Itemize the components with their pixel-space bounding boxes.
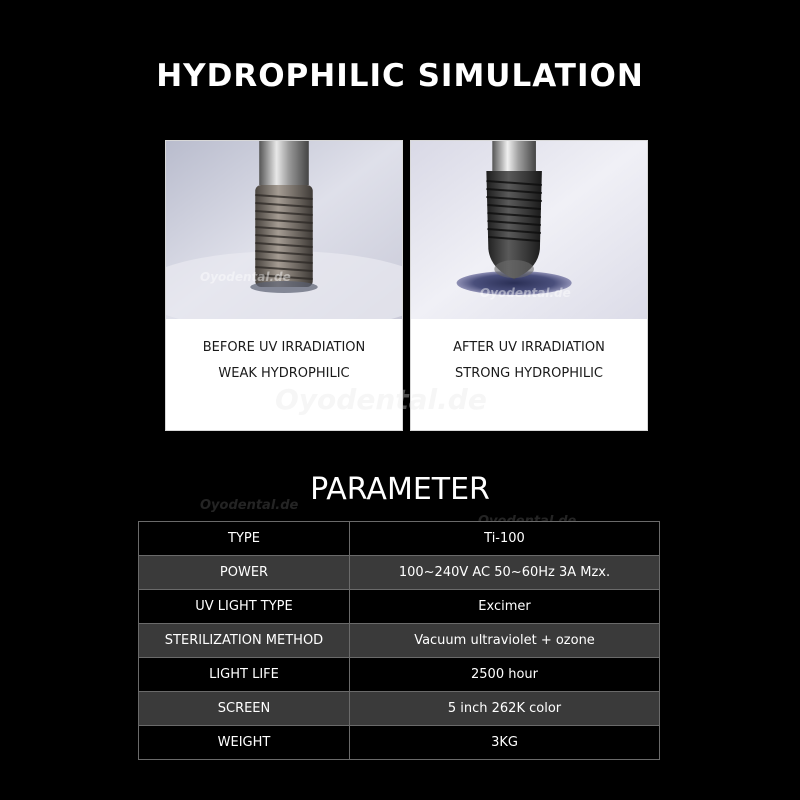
watermark: Oyodental.de bbox=[480, 286, 571, 300]
param-value: Ti-100 bbox=[350, 522, 660, 556]
after-caption-line2: STRONG HYDROPHILIC bbox=[455, 366, 603, 381]
param-key: LIGHT LIFE bbox=[139, 658, 350, 692]
table-row bbox=[139, 556, 660, 590]
table-row bbox=[139, 522, 660, 556]
before-caption-line1: BEFORE UV IRRADIATION bbox=[202, 340, 366, 355]
param-key: UV LIGHT TYPE bbox=[139, 590, 350, 624]
param-value: Vacuum ultraviolet + ozone bbox=[350, 624, 660, 658]
table-row bbox=[139, 726, 660, 760]
parameter-table bbox=[138, 521, 660, 760]
table-row bbox=[139, 658, 660, 692]
watermark: Oyodental.de bbox=[200, 498, 299, 513]
param-value: 3KG bbox=[350, 726, 660, 760]
before-caption-line2: WEAK HYDROPHILIC bbox=[218, 366, 350, 381]
page-title: HYDROPHILIC SIMULATION bbox=[156, 58, 644, 94]
table-row bbox=[139, 624, 660, 658]
param-key: SCREEN bbox=[139, 692, 350, 726]
param-value: Excimer bbox=[350, 590, 660, 624]
parameter-title: PARAMETER bbox=[310, 472, 490, 507]
param-value: 2500 hour bbox=[350, 658, 660, 692]
param-key: STERILIZATION METHOD bbox=[139, 624, 350, 658]
param-value: 100~240V AC 50~60Hz 3A Mzx. bbox=[350, 556, 660, 590]
param-key: WEIGHT bbox=[139, 726, 350, 760]
after-caption-line1: AFTER UV IRRADIATION bbox=[453, 340, 605, 355]
implant-before-image bbox=[166, 141, 402, 319]
param-key: TYPE bbox=[139, 522, 350, 556]
table-row bbox=[139, 590, 660, 624]
table-row bbox=[139, 692, 660, 726]
param-key: POWER bbox=[139, 556, 350, 590]
watermark: Oyodental.de bbox=[200, 270, 291, 284]
watermark: Oyodental.de bbox=[275, 383, 487, 416]
param-value: 5 inch 262K color bbox=[350, 692, 660, 726]
